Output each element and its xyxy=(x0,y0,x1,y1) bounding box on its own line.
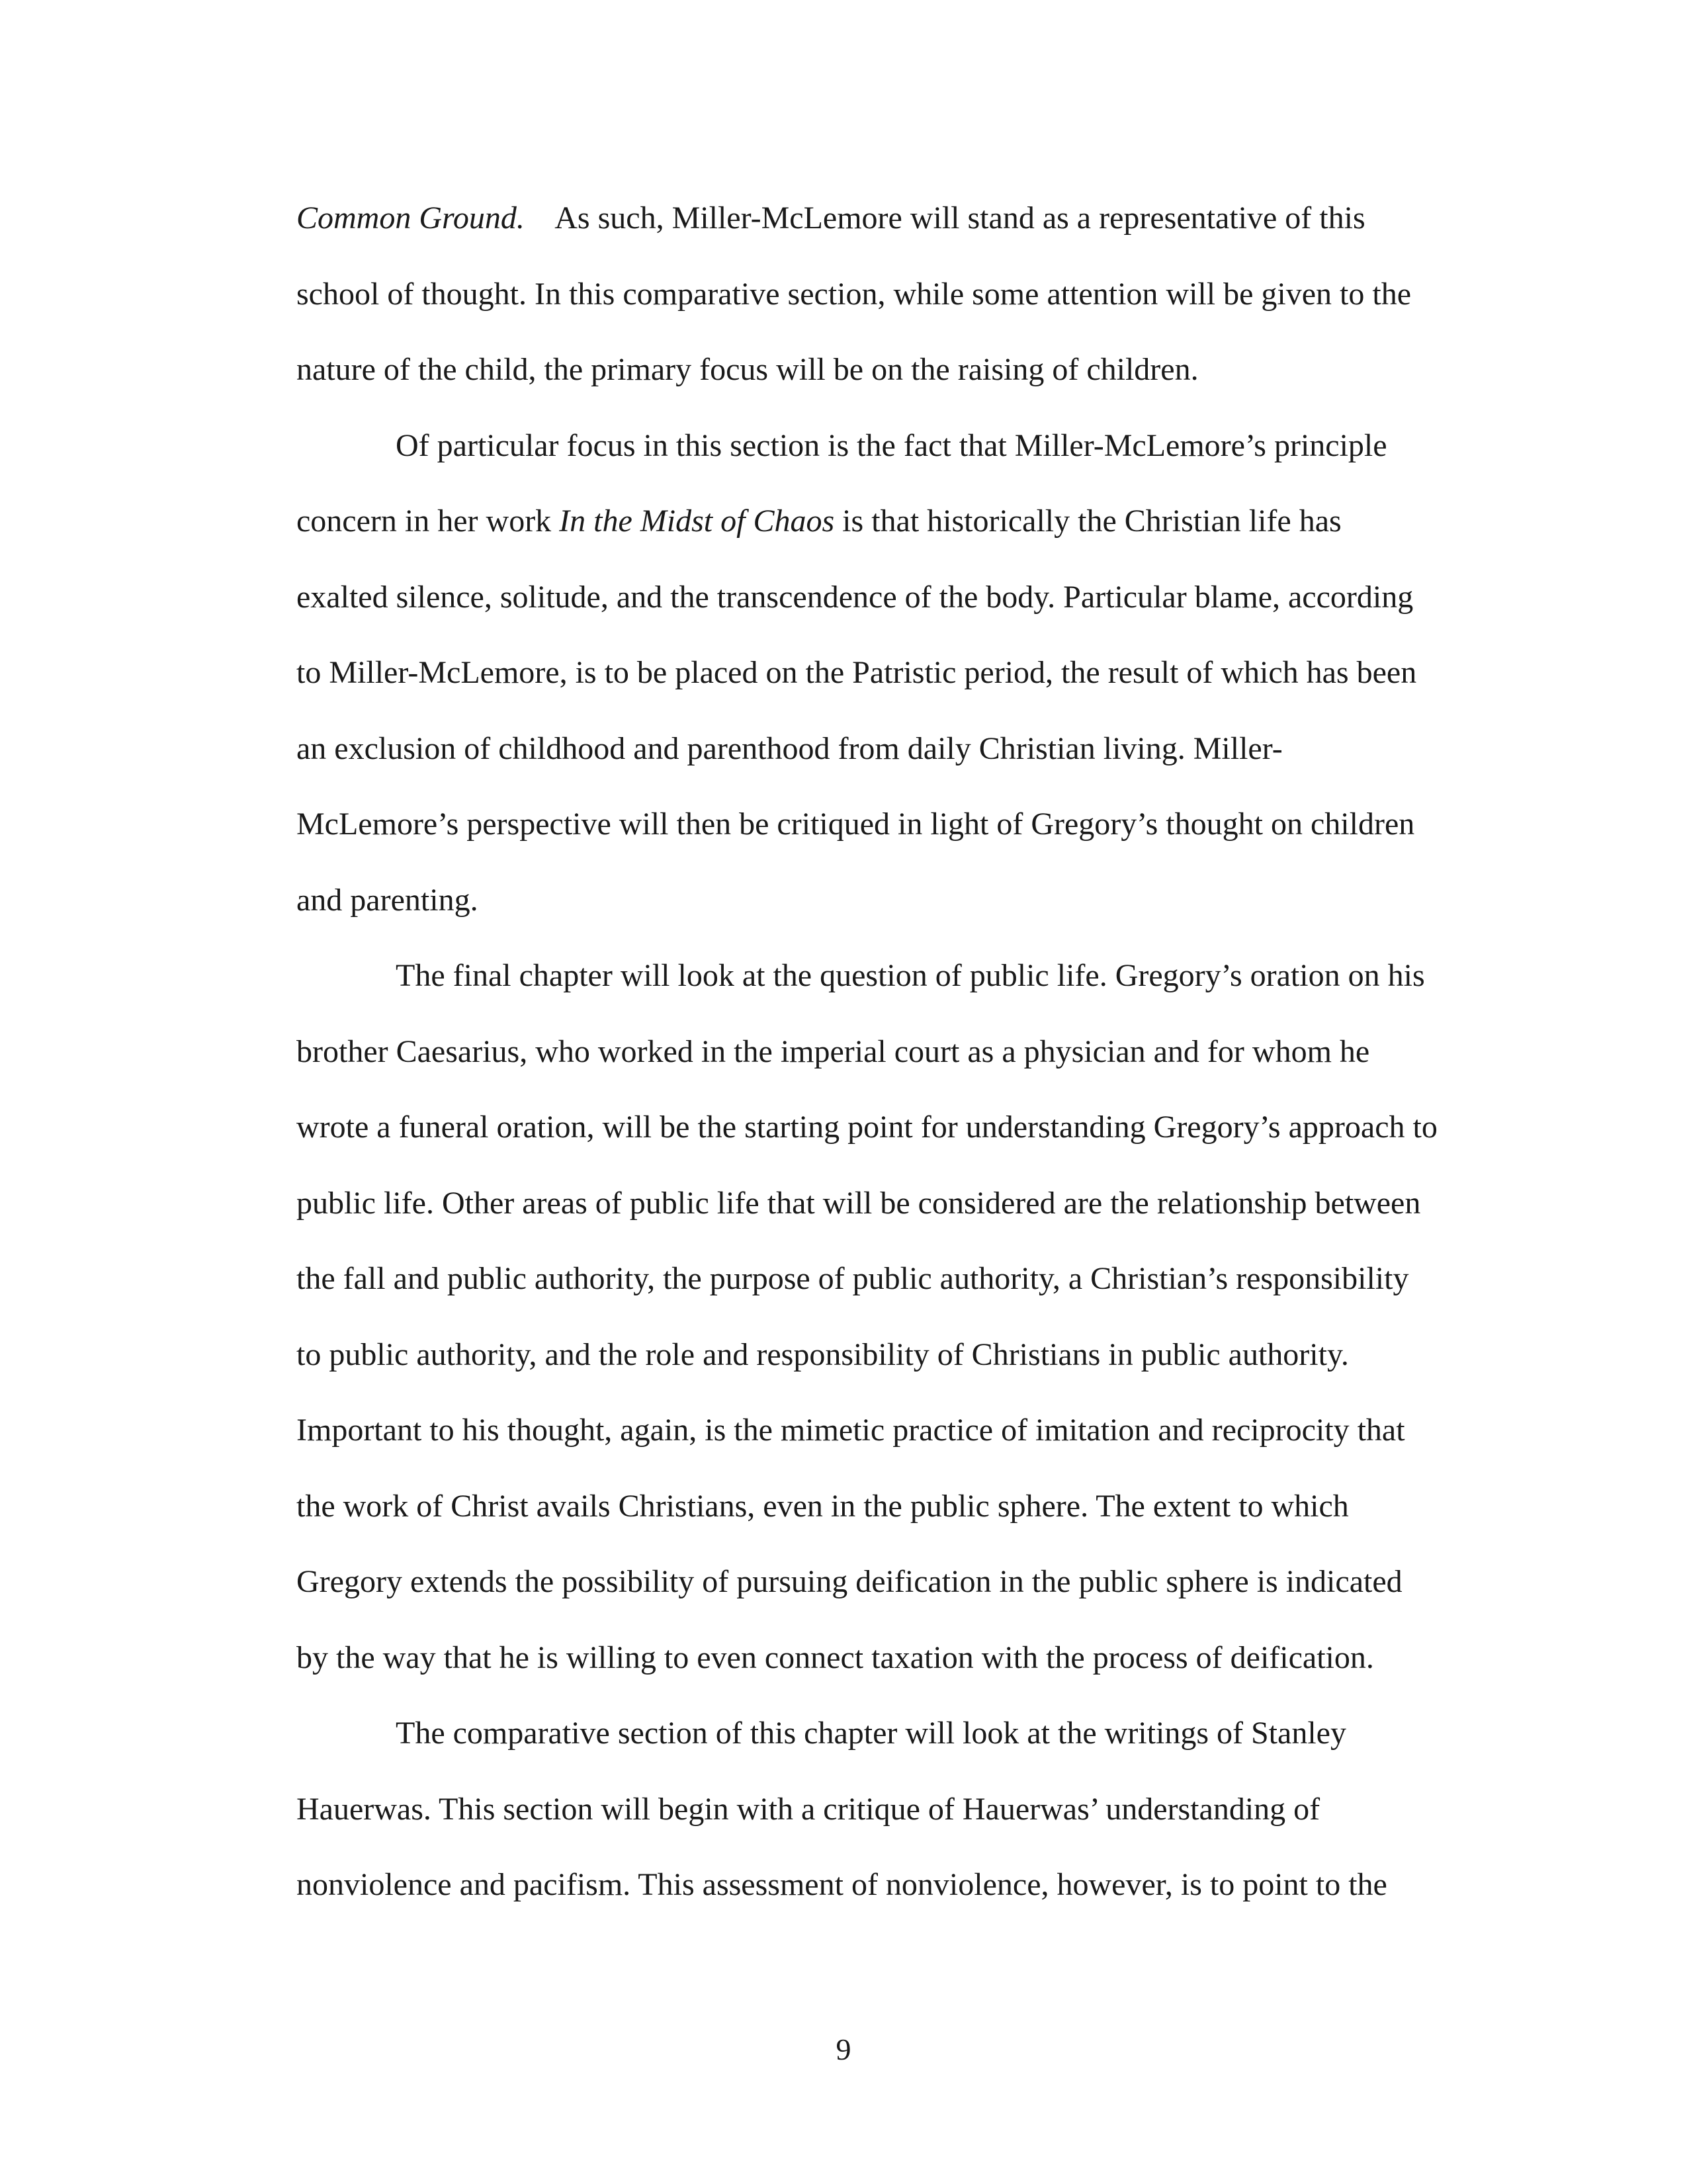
text-line: nonviolence and pacifism. This assessment of nonviolence, however, is to point to the xyxy=(296,1867,1387,1902)
text-line: an exclusion of childhood and parenthood from daily Christian living. Miller- xyxy=(296,730,1283,766)
book-title: In the Midst of Chaos xyxy=(559,503,835,539)
text-line: brother Caesarius, who worked in the imperial court as a physician and for whom he xyxy=(296,1033,1370,1069)
book-title: Common Ground. xyxy=(296,200,525,236)
text-line: Important to his thought, again, is the mimetic practice of imitation and reciprocity that xyxy=(296,1413,1405,1448)
text-line: school of thought. In this comparative section, while some attention will be given to the xyxy=(296,276,1411,312)
body-text xyxy=(296,192,1487,1935)
paragraph-first-line: The comparative section of this chapter will look at the writings of Stanley xyxy=(396,1716,1346,1751)
paragraph-first-line: The final chapter will look at the question of public life. Gregory’s oration on his xyxy=(396,958,1425,993)
text-line: by the way that he is willing to even connect taxation with the process of deification. xyxy=(296,1639,1374,1675)
paragraph-first-line: Of particular focus in this section is the fact that Miller-McLemore’s principle xyxy=(396,427,1387,463)
text-line: the work of Christ avails Christians, even in the public sphere. The extent to which xyxy=(296,1488,1349,1524)
text-line: to Miller-McLemore, is to be placed on the Patristic period, the result of which has been xyxy=(296,655,1417,690)
text-line: Gregory extends the possibility of pursuing deification in the public sphere is indicated xyxy=(296,1564,1403,1599)
text-line: exalted silence, solitude, and the transcendence of the body. Particular blame, according xyxy=(296,579,1414,615)
text-line: to public authority, and the role and responsibility of Christians in public authority. xyxy=(296,1336,1349,1372)
text-line: Hauerwas. This section will begin with a critique of Hauerwas’ understanding of xyxy=(296,1791,1320,1827)
text-line: wrote a funeral oration, will be the starting point for understanding Gregory’s approach to xyxy=(296,1110,1438,1145)
text-line: nature of the child, the primary focus will be on the raising of children. xyxy=(296,352,1199,387)
text-line: and parenting. xyxy=(296,882,478,918)
text-line: the fall and public authority, the purpose of public authority, a Christian’s responsibility xyxy=(296,1261,1409,1296)
text-line: Common Ground. As such, Miller-McLemore will stand as a representative of this xyxy=(296,200,1365,236)
text-line: McLemore’s perspective will then be critiqued in light of Gregory’s thought on children xyxy=(296,807,1415,842)
page-number: 9 xyxy=(836,2032,851,2066)
text-line: concern in her work In the Midst of Chaos is that historically the Christian life has xyxy=(296,503,1342,539)
text-line: public life. Other areas of public life that will be considered are the relationship between xyxy=(296,1185,1421,1221)
